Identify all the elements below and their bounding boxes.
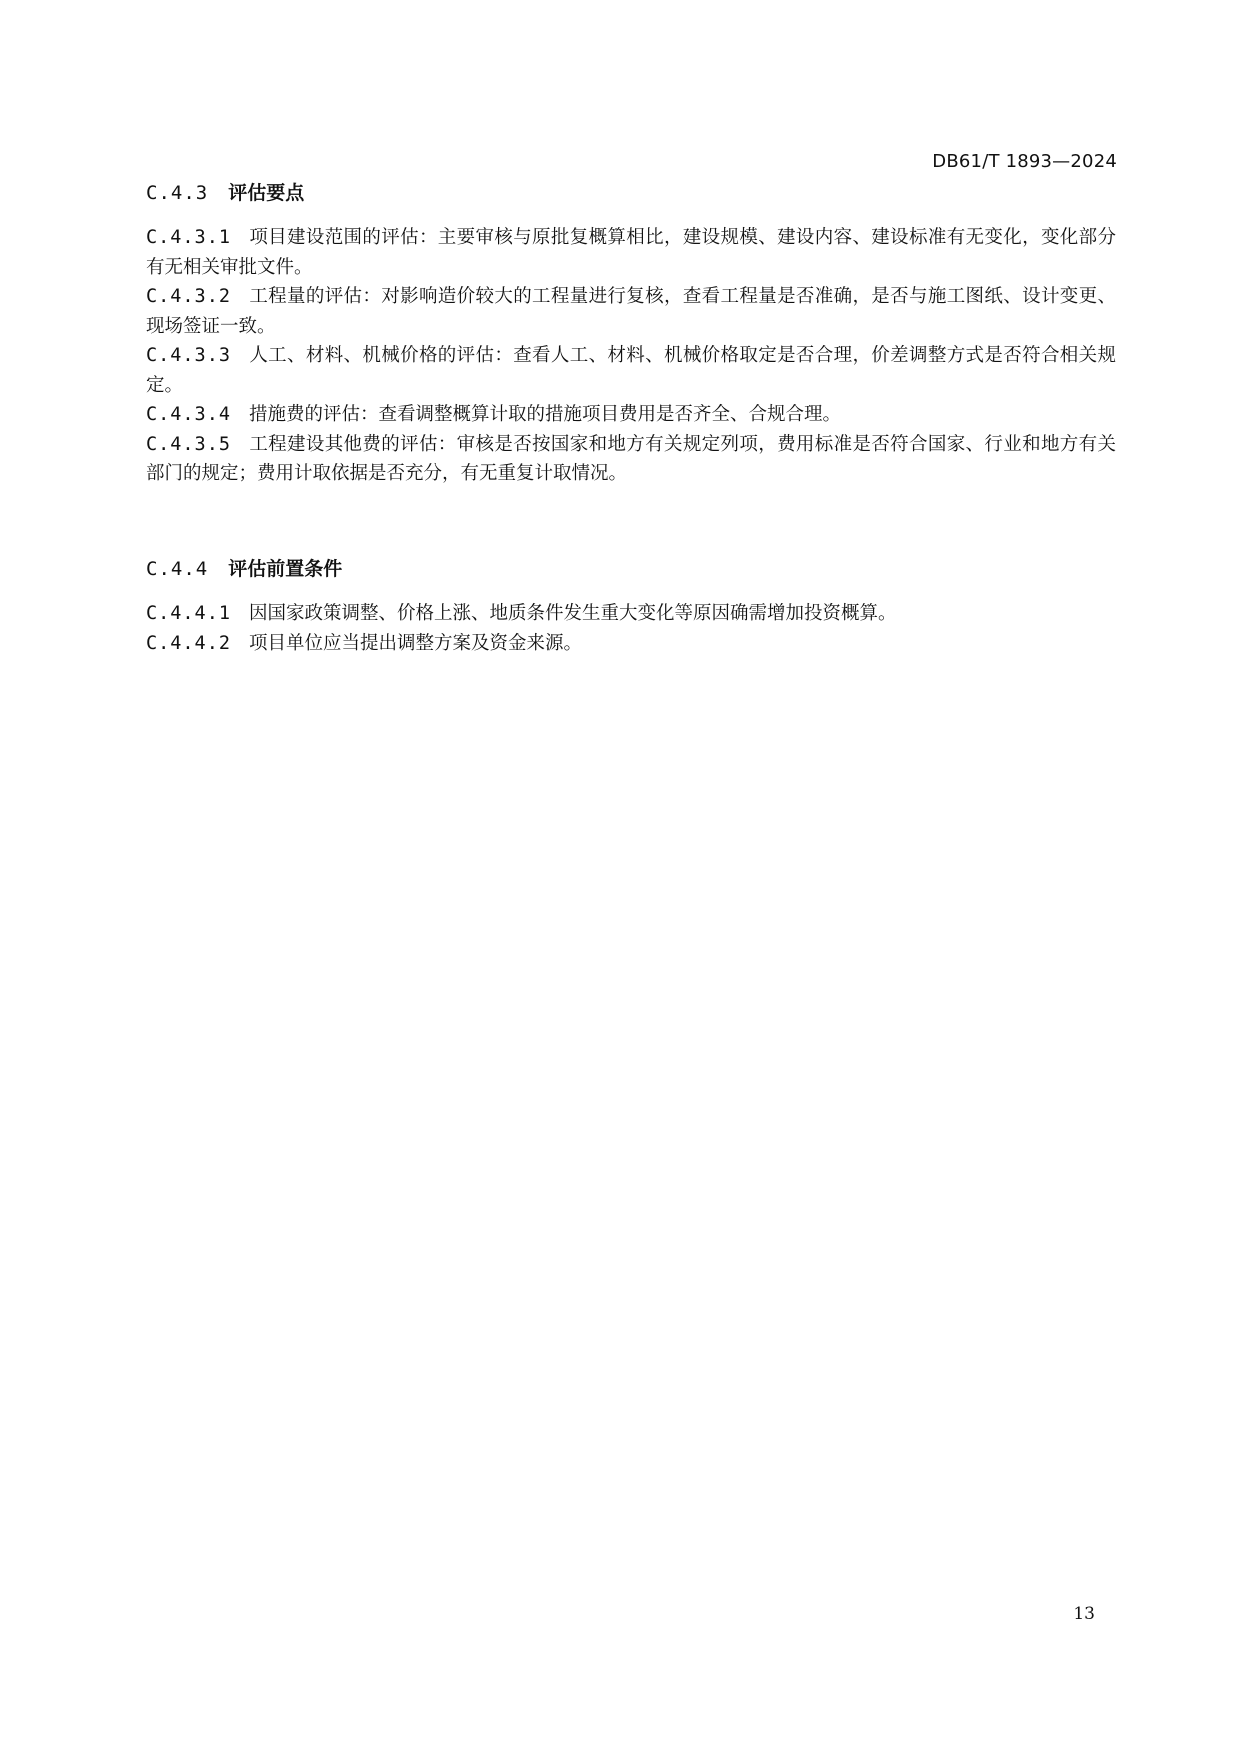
clause-number: C.4.3.4 bbox=[146, 404, 231, 425]
page-number: 13 bbox=[1073, 1604, 1095, 1624]
clause-c-4-4-2 bbox=[146, 629, 1116, 659]
clause-number: C.4.3.3 bbox=[146, 345, 231, 366]
clause-number: C.4.3.2 bbox=[146, 286, 231, 307]
clause-text: 项目建设范围的评估：主要审核与原批复概算相比，建设规模、建设内容、建设标准有无变化，变化部分有无相关审批文件。 bbox=[146, 227, 1116, 278]
clause-c-4-3-3 bbox=[146, 341, 1116, 400]
section-number: C.4.3 bbox=[146, 182, 209, 204]
standard-code: DB61/T 1893—2024 bbox=[932, 151, 1117, 172]
section-heading bbox=[146, 555, 1116, 583]
clause-c-4-3-4 bbox=[146, 400, 1116, 430]
section-title: 评估要点 bbox=[228, 182, 305, 204]
section-number: C.4.4 bbox=[146, 558, 209, 580]
clause-text: 工程量的评估：对影响造价较大的工程量进行复核，查看工程量是否准确，是否与施工图纸、设计变更、现场签证一致。 bbox=[146, 286, 1116, 337]
clause-text: 因国家政策调整、价格上涨、地质条件发生重大变化等原因确需增加投资概算。 bbox=[248, 603, 897, 624]
section-c-4-4 bbox=[146, 555, 1116, 658]
section-heading bbox=[146, 179, 1116, 207]
clause-c-4-3-1 bbox=[146, 223, 1116, 282]
clause-number: C.4.4.2 bbox=[146, 632, 231, 654]
section-c-4-3 bbox=[146, 179, 1116, 489]
section-title: 评估前置条件 bbox=[228, 558, 343, 580]
clause-c-4-3-5 bbox=[146, 430, 1116, 489]
clause-text: 工程建设其他费的评估：审核是否按国家和地方有关规定列项，费用标准是否符合国家、行业和地方有关部门的规定；费用计取依据是否充分，有无重复计取情况。 bbox=[146, 433, 1116, 484]
clause-text: 项目单位应当提出调整方案及资金来源。 bbox=[248, 632, 582, 654]
clause-text: 措施费的评估：查看调整概算计取的措施项目费用是否齐全、合规合理。 bbox=[248, 404, 841, 425]
clause-text: 人工、材料、机械价格的评估：查看人工、材料、机械价格取定是否合理，价差调整方式是否符合相关规定。 bbox=[146, 345, 1116, 396]
clause-c-4-4-1 bbox=[146, 599, 1116, 629]
clause-number: C.4.3.5 bbox=[146, 433, 231, 455]
clause-c-4-3-2 bbox=[146, 282, 1116, 341]
clause-number: C.4.4.1 bbox=[146, 603, 231, 624]
clause-number: C.4.3.1 bbox=[146, 227, 231, 248]
